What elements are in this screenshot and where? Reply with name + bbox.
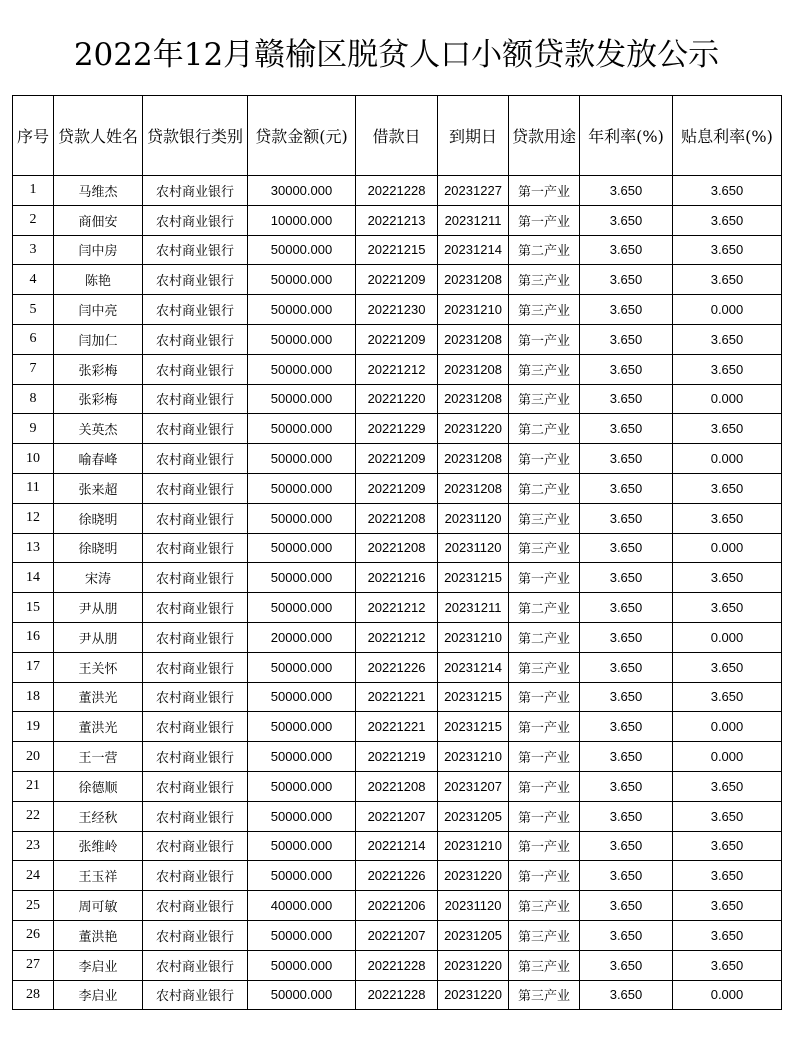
- header-due-date: 到期日: [438, 96, 509, 176]
- cell-amount: 50000.000: [248, 384, 356, 414]
- cell-subsidy-rate: 0.000: [673, 742, 782, 772]
- table-header-row: [13, 96, 782, 176]
- cell-seq: 10: [13, 444, 54, 474]
- table-row: [13, 295, 782, 325]
- cell-loan-date: 20221230: [356, 295, 438, 325]
- cell-annual-rate: 3.650: [580, 771, 673, 801]
- cell-subsidy-rate: 3.650: [673, 920, 782, 950]
- cell-loan-date: 20221221: [356, 682, 438, 712]
- cell-due-date: 20231215: [438, 682, 509, 712]
- table-row: [13, 980, 782, 1010]
- cell-purpose: 第一产业: [509, 563, 580, 593]
- cell-borrower-name: 闫加仁: [54, 324, 143, 354]
- cell-amount: 50000.000: [248, 473, 356, 503]
- cell-seq: 8: [13, 384, 54, 414]
- cell-annual-rate: 3.650: [580, 265, 673, 295]
- cell-purpose: 第三产业: [509, 265, 580, 295]
- cell-loan-date: 20221212: [356, 593, 438, 623]
- table-row: [13, 742, 782, 772]
- table-row: [13, 384, 782, 414]
- cell-subsidy-rate: 3.650: [673, 354, 782, 384]
- cell-purpose: 第一产业: [509, 742, 580, 772]
- table-row: [13, 444, 782, 474]
- cell-amount: 50000.000: [248, 801, 356, 831]
- cell-bank-type: 农村商业银行: [143, 682, 248, 712]
- cell-annual-rate: 3.650: [580, 712, 673, 742]
- cell-purpose: 第二产业: [509, 593, 580, 623]
- cell-loan-date: 20221209: [356, 324, 438, 354]
- cell-annual-rate: 3.650: [580, 950, 673, 980]
- cell-amount: 50000.000: [248, 652, 356, 682]
- cell-bank-type: 农村商业银行: [143, 742, 248, 772]
- cell-borrower-name: 尹从朋: [54, 593, 143, 623]
- cell-seq: 21: [13, 771, 54, 801]
- cell-loan-date: 20221206: [356, 891, 438, 921]
- cell-due-date: 20231220: [438, 414, 509, 444]
- cell-bank-type: 农村商业银行: [143, 265, 248, 295]
- cell-purpose: 第二产业: [509, 414, 580, 444]
- cell-seq: 16: [13, 622, 54, 652]
- cell-annual-rate: 3.650: [580, 861, 673, 891]
- table-row: [13, 324, 782, 354]
- cell-subsidy-rate: 3.650: [673, 682, 782, 712]
- cell-seq: 20: [13, 742, 54, 772]
- table-row: [13, 771, 782, 801]
- cell-amount: 50000.000: [248, 235, 356, 265]
- cell-borrower-name: 陈艳: [54, 265, 143, 295]
- cell-purpose: 第一产业: [509, 831, 580, 861]
- header-amount: 贷款金额(元): [248, 96, 356, 176]
- cell-amount: 50000.000: [248, 712, 356, 742]
- cell-subsidy-rate: 3.650: [673, 831, 782, 861]
- cell-amount: 50000.000: [248, 295, 356, 325]
- cell-due-date: 20231205: [438, 920, 509, 950]
- cell-subsidy-rate: 0.000: [673, 384, 782, 414]
- cell-annual-rate: 3.650: [580, 444, 673, 474]
- cell-annual-rate: 3.650: [580, 563, 673, 593]
- cell-borrower-name: 董洪光: [54, 682, 143, 712]
- cell-seq: 17: [13, 652, 54, 682]
- cell-amount: 50000.000: [248, 324, 356, 354]
- cell-amount: 50000.000: [248, 414, 356, 444]
- cell-amount: 50000.000: [248, 682, 356, 712]
- cell-bank-type: 农村商业银行: [143, 384, 248, 414]
- cell-subsidy-rate: 0.000: [673, 295, 782, 325]
- cell-subsidy-rate: 3.650: [673, 652, 782, 682]
- cell-annual-rate: 3.650: [580, 473, 673, 503]
- cell-borrower-name: 关英杰: [54, 414, 143, 444]
- cell-borrower-name: 徐德顺: [54, 771, 143, 801]
- cell-due-date: 20231120: [438, 503, 509, 533]
- cell-borrower-name: 张彩梅: [54, 384, 143, 414]
- cell-seq: 24: [13, 861, 54, 891]
- cell-borrower-name: 张彩梅: [54, 354, 143, 384]
- cell-amount: 20000.000: [248, 622, 356, 652]
- cell-seq: 2: [13, 205, 54, 235]
- cell-bank-type: 农村商业银行: [143, 622, 248, 652]
- cell-purpose: 第三产业: [509, 503, 580, 533]
- cell-borrower-name: 王玉祥: [54, 861, 143, 891]
- cell-due-date: 20231120: [438, 891, 509, 921]
- cell-annual-rate: 3.650: [580, 503, 673, 533]
- header-annual-rate: 年利率(%): [580, 96, 673, 176]
- cell-annual-rate: 3.650: [580, 920, 673, 950]
- cell-seq: 1: [13, 176, 54, 206]
- cell-amount: 50000.000: [248, 742, 356, 772]
- cell-annual-rate: 3.650: [580, 742, 673, 772]
- table-row: [13, 891, 782, 921]
- cell-due-date: 20231214: [438, 652, 509, 682]
- cell-subsidy-rate: 3.650: [673, 473, 782, 503]
- cell-purpose: 第二产业: [509, 235, 580, 265]
- cell-annual-rate: 3.650: [580, 384, 673, 414]
- table-row: [13, 354, 782, 384]
- cell-due-date: 20231220: [438, 980, 509, 1010]
- cell-borrower-name: 商佃安: [54, 205, 143, 235]
- cell-purpose: 第一产业: [509, 801, 580, 831]
- cell-bank-type: 农村商业银行: [143, 950, 248, 980]
- cell-purpose: 第三产业: [509, 980, 580, 1010]
- cell-due-date: 20231208: [438, 265, 509, 295]
- header-bank-type: 贷款银行类别: [143, 96, 248, 176]
- cell-seq: 14: [13, 563, 54, 593]
- loan-disbursement-table: [12, 95, 782, 1010]
- cell-subsidy-rate: 0.000: [673, 980, 782, 1010]
- cell-annual-rate: 3.650: [580, 295, 673, 325]
- cell-borrower-name: 张来超: [54, 473, 143, 503]
- table-row: [13, 176, 782, 206]
- cell-bank-type: 农村商业银行: [143, 861, 248, 891]
- cell-annual-rate: 3.650: [580, 652, 673, 682]
- cell-loan-date: 20221228: [356, 176, 438, 206]
- cell-due-date: 20231120: [438, 533, 509, 563]
- cell-subsidy-rate: 3.650: [673, 205, 782, 235]
- cell-borrower-name: 王关怀: [54, 652, 143, 682]
- cell-subsidy-rate: 0.000: [673, 533, 782, 563]
- cell-seq: 26: [13, 920, 54, 950]
- table-row: [13, 712, 782, 742]
- cell-due-date: 20231207: [438, 771, 509, 801]
- cell-amount: 50000.000: [248, 533, 356, 563]
- cell-bank-type: 农村商业银行: [143, 414, 248, 444]
- cell-due-date: 20231215: [438, 712, 509, 742]
- cell-borrower-name: 喻春峰: [54, 444, 143, 474]
- cell-bank-type: 农村商业银行: [143, 176, 248, 206]
- cell-seq: 19: [13, 712, 54, 742]
- cell-borrower-name: 董洪艳: [54, 920, 143, 950]
- cell-purpose: 第三产业: [509, 384, 580, 414]
- cell-purpose: 第一产业: [509, 861, 580, 891]
- cell-seq: 22: [13, 801, 54, 831]
- cell-bank-type: 农村商业银行: [143, 473, 248, 503]
- cell-subsidy-rate: 3.650: [673, 563, 782, 593]
- cell-due-date: 20231211: [438, 205, 509, 235]
- cell-subsidy-rate: 3.650: [673, 891, 782, 921]
- cell-amount: 50000.000: [248, 950, 356, 980]
- cell-purpose: 第三产业: [509, 533, 580, 563]
- cell-amount: 50000.000: [248, 503, 356, 533]
- cell-bank-type: 农村商业银行: [143, 354, 248, 384]
- cell-loan-date: 20221216: [356, 563, 438, 593]
- cell-amount: 50000.000: [248, 354, 356, 384]
- cell-amount: 50000.000: [248, 563, 356, 593]
- cell-purpose: 第一产业: [509, 324, 580, 354]
- table-row: [13, 920, 782, 950]
- cell-due-date: 20231227: [438, 176, 509, 206]
- cell-loan-date: 20221214: [356, 831, 438, 861]
- cell-bank-type: 农村商业银行: [143, 563, 248, 593]
- cell-bank-type: 农村商业银行: [143, 801, 248, 831]
- cell-annual-rate: 3.650: [580, 831, 673, 861]
- cell-loan-date: 20221208: [356, 533, 438, 563]
- cell-purpose: 第二产业: [509, 473, 580, 503]
- cell-due-date: 20231210: [438, 742, 509, 772]
- table-row: [13, 503, 782, 533]
- cell-amount: 50000.000: [248, 861, 356, 891]
- table-row: [13, 533, 782, 563]
- cell-loan-date: 20221219: [356, 742, 438, 772]
- table-row: [13, 652, 782, 682]
- cell-bank-type: 农村商业银行: [143, 503, 248, 533]
- cell-due-date: 20231220: [438, 861, 509, 891]
- cell-bank-type: 农村商业银行: [143, 712, 248, 742]
- cell-subsidy-rate: 0.000: [673, 712, 782, 742]
- cell-subsidy-rate: 3.650: [673, 861, 782, 891]
- cell-due-date: 20231211: [438, 593, 509, 623]
- cell-purpose: 第三产业: [509, 950, 580, 980]
- cell-annual-rate: 3.650: [580, 235, 673, 265]
- cell-loan-date: 20221209: [356, 473, 438, 503]
- cell-amount: 50000.000: [248, 771, 356, 801]
- cell-seq: 28: [13, 980, 54, 1010]
- cell-loan-date: 20221208: [356, 503, 438, 533]
- cell-borrower-name: 尹从朋: [54, 622, 143, 652]
- cell-seq: 13: [13, 533, 54, 563]
- cell-bank-type: 农村商业银行: [143, 205, 248, 235]
- cell-amount: 50000.000: [248, 980, 356, 1010]
- cell-amount: 50000.000: [248, 831, 356, 861]
- cell-bank-type: 农村商业银行: [143, 980, 248, 1010]
- cell-borrower-name: 宋涛: [54, 563, 143, 593]
- cell-purpose: 第三产业: [509, 354, 580, 384]
- header-borrower-name: 贷款人姓名: [54, 96, 143, 176]
- cell-subsidy-rate: 3.650: [673, 265, 782, 295]
- cell-loan-date: 20221221: [356, 712, 438, 742]
- cell-bank-type: 农村商业银行: [143, 324, 248, 354]
- cell-amount: 40000.000: [248, 891, 356, 921]
- cell-bank-type: 农村商业银行: [143, 235, 248, 265]
- table-row: [13, 950, 782, 980]
- cell-seq: 4: [13, 265, 54, 295]
- cell-loan-date: 20221209: [356, 444, 438, 474]
- cell-subsidy-rate: 3.650: [673, 801, 782, 831]
- cell-purpose: 第一产业: [509, 712, 580, 742]
- cell-bank-type: 农村商业银行: [143, 593, 248, 623]
- cell-subsidy-rate: 0.000: [673, 444, 782, 474]
- cell-seq: 12: [13, 503, 54, 533]
- cell-amount: 50000.000: [248, 920, 356, 950]
- table-body: [13, 176, 782, 1010]
- header-subsidy-rate: 贴息利率(%): [673, 96, 782, 176]
- cell-loan-date: 20221228: [356, 950, 438, 980]
- cell-seq: 5: [13, 295, 54, 325]
- cell-amount: 50000.000: [248, 444, 356, 474]
- cell-bank-type: 农村商业银行: [143, 771, 248, 801]
- table-row: [13, 831, 782, 861]
- cell-seq: 27: [13, 950, 54, 980]
- cell-purpose: 第一产业: [509, 771, 580, 801]
- cell-subsidy-rate: 3.650: [673, 771, 782, 801]
- cell-annual-rate: 3.650: [580, 533, 673, 563]
- cell-purpose: 第一产业: [509, 682, 580, 712]
- cell-purpose: 第三产业: [509, 891, 580, 921]
- cell-loan-date: 20221215: [356, 235, 438, 265]
- table-row: [13, 235, 782, 265]
- table-row: [13, 682, 782, 712]
- cell-bank-type: 农村商业银行: [143, 652, 248, 682]
- cell-seq: 11: [13, 473, 54, 503]
- cell-annual-rate: 3.650: [580, 801, 673, 831]
- cell-due-date: 20231214: [438, 235, 509, 265]
- cell-bank-type: 农村商业银行: [143, 444, 248, 474]
- cell-due-date: 20231208: [438, 384, 509, 414]
- cell-loan-date: 20221220: [356, 384, 438, 414]
- cell-subsidy-rate: 0.000: [673, 622, 782, 652]
- cell-borrower-name: 闫中亮: [54, 295, 143, 325]
- cell-borrower-name: 王经秋: [54, 801, 143, 831]
- cell-seq: 25: [13, 891, 54, 921]
- cell-amount: 50000.000: [248, 265, 356, 295]
- cell-due-date: 20231215: [438, 563, 509, 593]
- table-row: [13, 801, 782, 831]
- cell-borrower-name: 李启业: [54, 980, 143, 1010]
- cell-purpose: 第二产业: [509, 622, 580, 652]
- cell-borrower-name: 徐晓明: [54, 533, 143, 563]
- cell-bank-type: 农村商业银行: [143, 831, 248, 861]
- cell-borrower-name: 闫中房: [54, 235, 143, 265]
- cell-purpose: 第三产业: [509, 920, 580, 950]
- cell-loan-date: 20221209: [356, 265, 438, 295]
- header-seq: 序号: [13, 96, 54, 176]
- cell-loan-date: 20221226: [356, 861, 438, 891]
- cell-purpose: 第三产业: [509, 295, 580, 325]
- cell-annual-rate: 3.650: [580, 205, 673, 235]
- cell-seq: 3: [13, 235, 54, 265]
- cell-due-date: 20231210: [438, 831, 509, 861]
- header-purpose: 贷款用途: [509, 96, 580, 176]
- cell-annual-rate: 3.650: [580, 414, 673, 444]
- header-loan-date: 借款日: [356, 96, 438, 176]
- cell-seq: 15: [13, 593, 54, 623]
- cell-subsidy-rate: 3.650: [673, 176, 782, 206]
- table-row: [13, 861, 782, 891]
- cell-due-date: 20231208: [438, 444, 509, 474]
- cell-loan-date: 20221228: [356, 980, 438, 1010]
- cell-seq: 23: [13, 831, 54, 861]
- cell-due-date: 20231210: [438, 295, 509, 325]
- cell-amount: 30000.000: [248, 176, 356, 206]
- cell-annual-rate: 3.650: [580, 891, 673, 921]
- cell-annual-rate: 3.650: [580, 176, 673, 206]
- cell-bank-type: 农村商业银行: [143, 920, 248, 950]
- cell-annual-rate: 3.650: [580, 354, 673, 384]
- cell-subsidy-rate: 3.650: [673, 593, 782, 623]
- table-row: [13, 593, 782, 623]
- cell-annual-rate: 3.650: [580, 324, 673, 354]
- cell-loan-date: 20221208: [356, 771, 438, 801]
- cell-subsidy-rate: 3.650: [673, 414, 782, 444]
- cell-due-date: 20231220: [438, 950, 509, 980]
- cell-purpose: 第一产业: [509, 444, 580, 474]
- cell-annual-rate: 3.650: [580, 980, 673, 1010]
- cell-subsidy-rate: 3.650: [673, 503, 782, 533]
- cell-loan-date: 20221207: [356, 801, 438, 831]
- cell-loan-date: 20221207: [356, 920, 438, 950]
- cell-bank-type: 农村商业银行: [143, 295, 248, 325]
- cell-loan-date: 20221213: [356, 205, 438, 235]
- cell-seq: 6: [13, 324, 54, 354]
- cell-due-date: 20231205: [438, 801, 509, 831]
- cell-borrower-name: 马维杰: [54, 176, 143, 206]
- cell-subsidy-rate: 3.650: [673, 324, 782, 354]
- cell-seq: 7: [13, 354, 54, 384]
- cell-due-date: 20231208: [438, 473, 509, 503]
- cell-amount: 50000.000: [248, 593, 356, 623]
- table-row: [13, 563, 782, 593]
- cell-borrower-name: 徐晓明: [54, 503, 143, 533]
- table-row: [13, 265, 782, 295]
- cell-bank-type: 农村商业银行: [143, 891, 248, 921]
- cell-bank-type: 农村商业银行: [143, 533, 248, 563]
- cell-loan-date: 20221229: [356, 414, 438, 444]
- page-title: 2022年12月赣榆区脱贫人口小额贷款发放公示: [73, 37, 720, 73]
- cell-borrower-name: 张维岭: [54, 831, 143, 861]
- table-row: [13, 473, 782, 503]
- cell-subsidy-rate: 3.650: [673, 950, 782, 980]
- cell-due-date: 20231208: [438, 354, 509, 384]
- table-row: [13, 205, 782, 235]
- cell-annual-rate: 3.650: [580, 622, 673, 652]
- cell-loan-date: 20221212: [356, 622, 438, 652]
- table-row: [13, 414, 782, 444]
- cell-purpose: 第三产业: [509, 652, 580, 682]
- cell-seq: 9: [13, 414, 54, 444]
- cell-loan-date: 20221226: [356, 652, 438, 682]
- cell-loan-date: 20221212: [356, 354, 438, 384]
- cell-borrower-name: 周可敏: [54, 891, 143, 921]
- cell-seq: 18: [13, 682, 54, 712]
- cell-borrower-name: 王一营: [54, 742, 143, 772]
- cell-subsidy-rate: 3.650: [673, 235, 782, 265]
- cell-borrower-name: 董洪光: [54, 712, 143, 742]
- cell-borrower-name: 李启业: [54, 950, 143, 980]
- cell-due-date: 20231208: [438, 324, 509, 354]
- cell-amount: 10000.000: [248, 205, 356, 235]
- cell-due-date: 20231210: [438, 622, 509, 652]
- cell-annual-rate: 3.650: [580, 682, 673, 712]
- cell-purpose: 第一产业: [509, 205, 580, 235]
- cell-purpose: 第一产业: [509, 176, 580, 206]
- table-row: [13, 622, 782, 652]
- cell-annual-rate: 3.650: [580, 593, 673, 623]
